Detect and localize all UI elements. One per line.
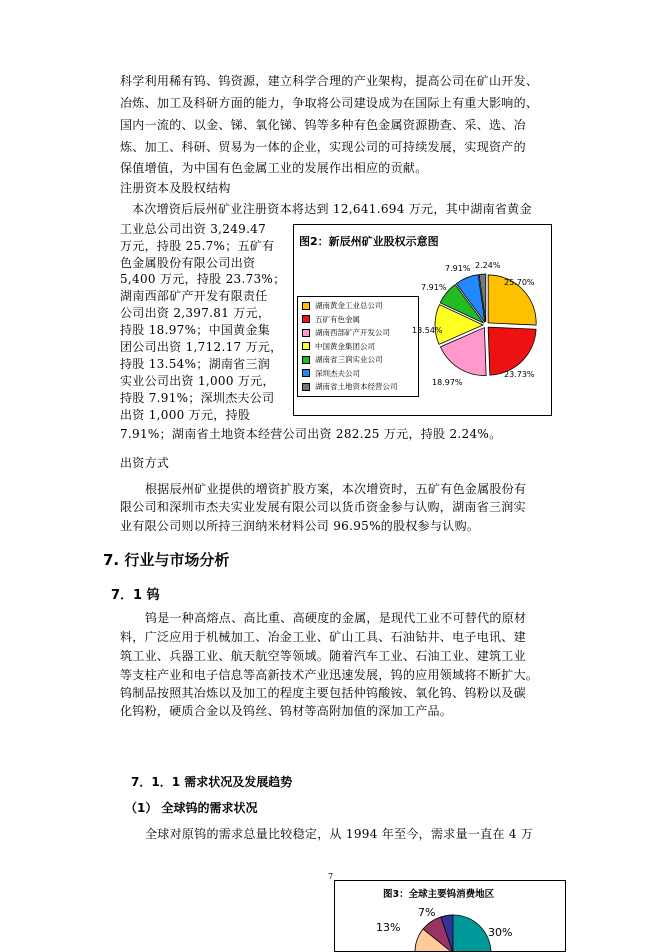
chart-title: 图2：新辰州矿业股权示意图 [299,235,439,248]
legend-label: 深圳杰夫公司 [315,368,360,378]
legend-label: 五矿有色金属 [315,314,360,324]
text-line: 持股 13.54%；湖南省三润 [120,357,271,371]
heading-section-7-1: 7．1 钨 [111,588,160,603]
text-line: 色金属股份有限公司出资 [120,256,256,270]
section-title-funding: 出资方式 [120,456,170,470]
text-line: 全球对原钨的需求总量比较稳定，从 1994 年至今，需求量一直在 4 万 [145,827,534,841]
pie-label-7-91-b: 7.91% [445,264,471,273]
text-line: 公司出资 2,397.81 万元， [120,306,271,320]
pie-label-25-70: 25.70% [504,278,535,287]
text-line: 湖南西部矿产开发有限责任 [120,289,268,303]
pie-slice [488,327,536,375]
text-line: 出资 1,000 万元，持股 [120,408,251,422]
text-line: 等支柱产业和电子信息等高新技术产业迅速发展，钨的应用领域将不断扩大。 [120,668,539,682]
pie-label-23-73: 23.73% [504,370,535,379]
pie-label-30pct: 30% [488,926,513,939]
ownership-pie-chart [293,224,552,416]
pie-label-18-97: 18.97% [432,378,463,387]
consumption-pie-chart [334,880,566,952]
legend-label: 中国黄金集团公司 [315,341,375,351]
text-line: 科学利用稀有钨、钨资源，建立科学合理的产业架构，提高公司在矿山开发、 [120,74,539,88]
text-line: 保值增值，为中国有色金属工业的发展作出相应的贡献。 [120,161,428,175]
text-line: 钨是一种高熔点、高比重、高硬度的金属，是现代工业不可替代的原材 [145,611,527,625]
text-line: 限公司和深圳市杰夫实业发展有限公司以货币资金参与认购，湖南省三润实 [120,500,526,514]
heading-section-7-1-1: 7．1．1 需求状况及发展趋势 [131,775,293,789]
text-line: 化钨粉，硬质合金以及钨丝、钨材等高附加值的深加工产品。 [120,704,453,718]
chart-title: 图3：全球主要钨消费地区 [383,889,495,900]
pie-label-13pct: 13% [376,921,401,934]
pie-label-7-91-a: 7.91% [421,283,447,292]
text-line: 筑工业、兵器工业、航天航空等领域。随着汽车工业、石油工业、建筑工业 [120,649,526,663]
text-line: 本次增资后辰州矿业注册资本将达到 12,641.694 万元，其中湖南省黄金 [132,202,532,216]
page-number: 7 [328,872,334,881]
text-line: 业有限公司则以所持三润纳米材料公司 96.95%的股权参与认购。 [120,519,480,533]
text-line: 国内一流的、以金、锑、氧化锑、钨等多种有色金属资源勘查、采、选、冶 [120,118,526,132]
legend-label: 湖南省三润实业公司 [315,355,383,365]
text-line: 5,400 万元，持股 23.73%； [120,272,286,286]
text-line: 万元，持股 25.7%；五矿有 [120,239,275,253]
text-line: 冶炼、加工及科研方面的能力，争取将公司建设成为在国际上有重大影响的、 [120,96,539,110]
text-line: 工业总公司出资 3,249.47 [120,222,267,236]
text-line: 团公司出资 1,712.17 万元， [120,340,283,354]
text-line: 持股 18.97%；中国黄金集 [120,323,271,337]
text-line: 钨制品按照其冶炼以及加工的程度主要包括仲钨酸铵、氧化钨、钨粉以及碳 [120,686,526,700]
legend-label: 湖南省土地资本经营公司 [315,382,398,392]
text-line: 料，广泛应用于机械加工、冶金工业、矿山工具、石油钻井、电子电讯、建 [120,630,526,644]
pie-label-2-24: 2.24% [475,261,501,270]
pie-svg [294,225,551,415]
pie-svg [335,881,565,951]
legend-label: 湖南西部矿产开发公司 [315,328,390,338]
text-line: 持股 7.91%；深圳杰夫公司 [120,391,275,405]
heading-section-7: 7. 行业与市场分析 [103,551,230,569]
pie-label-7pct: 7% [418,906,436,919]
text-line: 7.91%；湖南省土地资本经营公司出资 282.25 万元，持股 2.24%。 [120,427,502,441]
text-line: 根据辰州矿业提供的增资扩股方案，本次增资时，五矿有色金属股份有 [145,482,527,496]
section-title-capital: 注册资本及股权结构 [120,181,231,195]
legend-label: 湖南黄金工业总公司 [315,301,383,311]
heading-global-demand: （1） 全球钨的需求状况 [125,801,258,815]
pie-label-13-54: 13.54% [412,326,443,335]
text-line: 炼、加工、科研、贸易为一体的企业，实现公司的可持续发展，实现资产的 [120,140,526,154]
text-line: 实业公司出资 1,000 万元， [120,374,275,388]
